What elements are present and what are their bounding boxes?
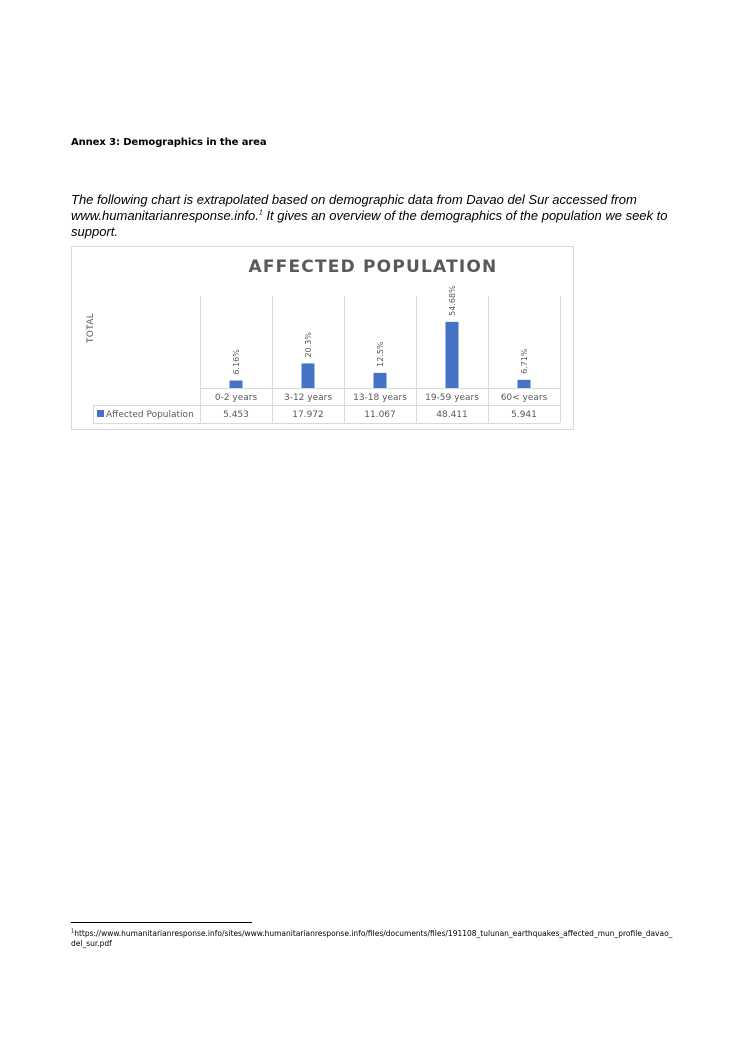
- footnote-separator: [71, 922, 252, 923]
- intro-text-before: The following chart is extrapolated based on demographic data from Davao del Sur accessed from www.humanitarianresponse.info.: [71, 192, 637, 223]
- intro-text-after: It gives an overview of the demographics of the population we seek to support.: [71, 208, 668, 239]
- bar-2: [302, 363, 315, 388]
- data-label: 12.5%: [376, 341, 385, 367]
- intro-paragraph: [71, 192, 681, 240]
- footnote: [71, 929, 677, 949]
- table-value: 17.972: [292, 410, 324, 420]
- data-label: 54.68%: [448, 285, 457, 316]
- footnote-mark: 1: [71, 928, 75, 935]
- table-value: 48.411: [436, 410, 468, 420]
- footnote-reference[interactable]: 1: [258, 209, 263, 217]
- bar-3: [374, 373, 387, 388]
- category-label: 19-59 years: [425, 393, 479, 403]
- category-label: 0-2 years: [214, 393, 258, 403]
- section-heading: Annex 3: Demographics in the area: [71, 137, 267, 148]
- chart-title: AFFECTED POPULATION: [248, 257, 498, 277]
- category-label: 60< years: [500, 393, 548, 403]
- bar-5: [518, 380, 531, 388]
- data-label: 6.71%: [520, 348, 529, 374]
- legend-swatch: [97, 410, 104, 417]
- bar-4: [446, 322, 459, 388]
- legend-label: Affected Population: [106, 410, 194, 420]
- table-value: 11.067: [364, 410, 396, 420]
- data-label: 20.3%: [304, 332, 313, 358]
- y-axis-title: TOTAL: [86, 312, 96, 343]
- category-label: 13-18 years: [353, 393, 407, 403]
- table-value: 5.453: [223, 410, 249, 420]
- chart-svg: [71, 246, 574, 430]
- category-label: 3-12 years: [283, 393, 333, 403]
- data-label: 6.16%: [232, 349, 241, 375]
- footnote-url[interactable]: https://www.humanitarianresponse.info/sites/www.humanitarianresponse.info/files/documents/files/191108_tulunan_earthquakes_affected_mun_profile_davao_del_sur.pdf: [71, 929, 673, 948]
- bar-1: [230, 381, 243, 388]
- table-value: 5.941: [511, 410, 537, 420]
- bar-chart: [71, 246, 574, 430]
